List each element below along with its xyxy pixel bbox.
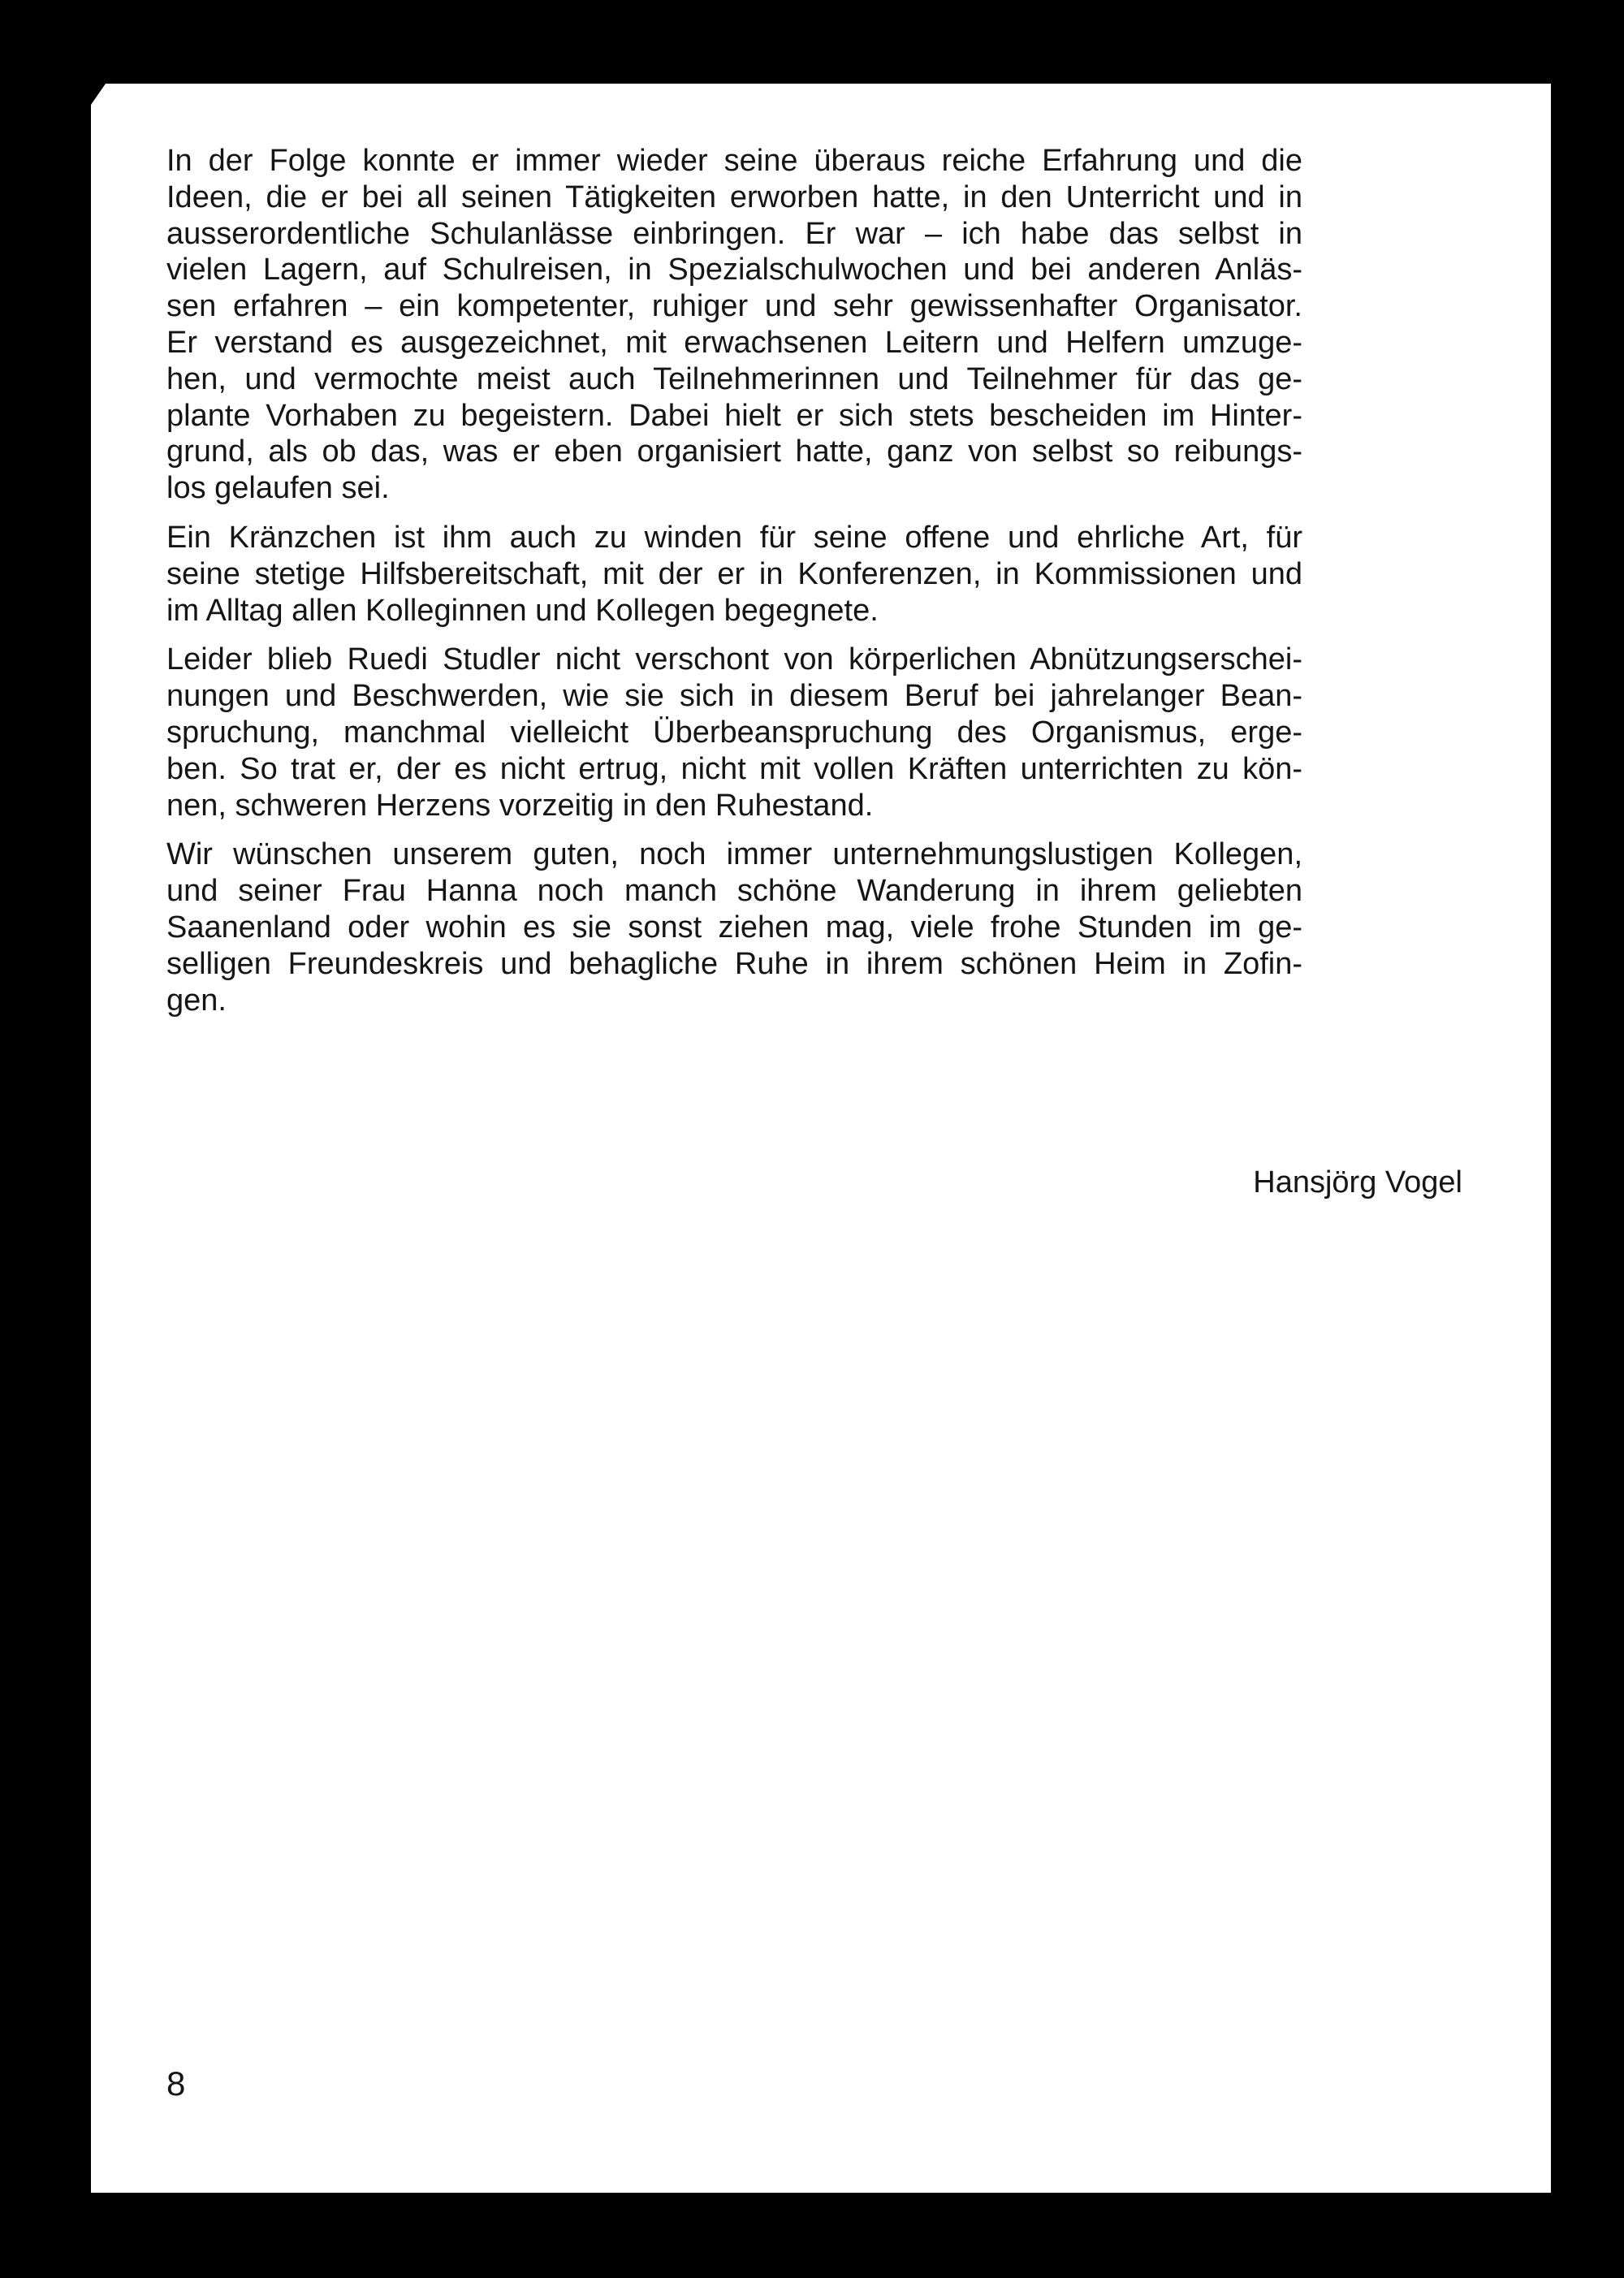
paragraph-character xyxy=(166,520,1302,629)
paragraph-wishes xyxy=(166,836,1302,1018)
text-line: los gelaufen sei. xyxy=(166,471,390,506)
text-line: nungen und Beschwerden, wie sie sich in diesem Beruf bei jahrelanger Bean- xyxy=(166,679,1302,714)
text-line: seine stetige Hilfsbereitschaft, mit der er in Konferenzen, in Kommissionen und xyxy=(166,556,1302,591)
text-line: und seiner Frau Hanna noch manch schöne Wanderung in ihrem geliebten xyxy=(166,874,1302,909)
text-line: selligen Freundeskreis und behagliche Ruhe in ihrem schönen Heim in Zofin- xyxy=(166,946,1302,981)
paragraph-retirement xyxy=(166,642,1302,823)
text-line: hen, und vermochte meist auch Teilnehmerinnen und Teilnehmer für das ge- xyxy=(166,361,1302,396)
text-line: grund, als ob das, was er eben organisiert hatte, ganz von selbst so reibungs- xyxy=(166,434,1302,469)
article-body xyxy=(166,143,1302,1031)
author-signature: Hansjörg Vogel xyxy=(1253,1165,1462,1200)
text-line: Saanenland oder wohin es sie sonst ziehen mag, viele frohe Stunden im ge- xyxy=(166,910,1302,944)
text-line: In der Folge konnte er immer wieder seine überaus reiche Erfahrung und die xyxy=(166,144,1302,178)
text-line: Wir wünschen unserem guten, noch immer unternehmungslustigen Kollegen, xyxy=(166,837,1302,872)
page-corner-fold xyxy=(91,84,106,105)
text-line: ben. So trat er, der es nicht ertrug, nicht mit vollen Kräften unterrichten zu kön- xyxy=(166,751,1302,786)
paragraph-organizer xyxy=(166,143,1302,507)
text-line: Ein Kränzchen ist ihm auch zu winden für seine offene und ehrliche Art, für xyxy=(166,520,1302,555)
text-line: nen, schweren Herzens vorzeitig in den Ruhestand. xyxy=(166,788,874,823)
text-line: spruchung, manchmal vielleicht Überbeanspruchung des Organismus, erge- xyxy=(166,715,1302,750)
text-line: ausserordentliche Schulanlässe einbringen. Er war – ich habe das selbst in xyxy=(166,216,1302,251)
page-number: 8 xyxy=(166,2064,186,2103)
text-line: Ideen, die er bei all seinen Tätigkeiten erworben hatte, in den Unterricht und in xyxy=(166,179,1302,214)
text-line: gen. xyxy=(166,983,227,1018)
text-line: im Alltag allen Kolleginnen und Kollegen begegnete. xyxy=(166,593,879,628)
text-line: vielen Lagern, auf Schulreisen, in Spezialschulwochen und bei anderen Anläs- xyxy=(166,253,1302,287)
text-line: Er verstand es ausgezeichnet, mit erwachsenen Leitern und Helfern umzuge- xyxy=(166,325,1302,360)
text-line: Leider blieb Ruedi Studler nicht verschont von körperlichen Abnützungserschei- xyxy=(166,642,1302,677)
text-line: plante Vorhaben zu begeistern. Dabei hielt er sich stets bescheiden im Hinter- xyxy=(166,398,1302,433)
text-line: sen erfahren – ein kompetenter, ruhiger und sehr gewissenhafter Organisator. xyxy=(166,289,1302,324)
